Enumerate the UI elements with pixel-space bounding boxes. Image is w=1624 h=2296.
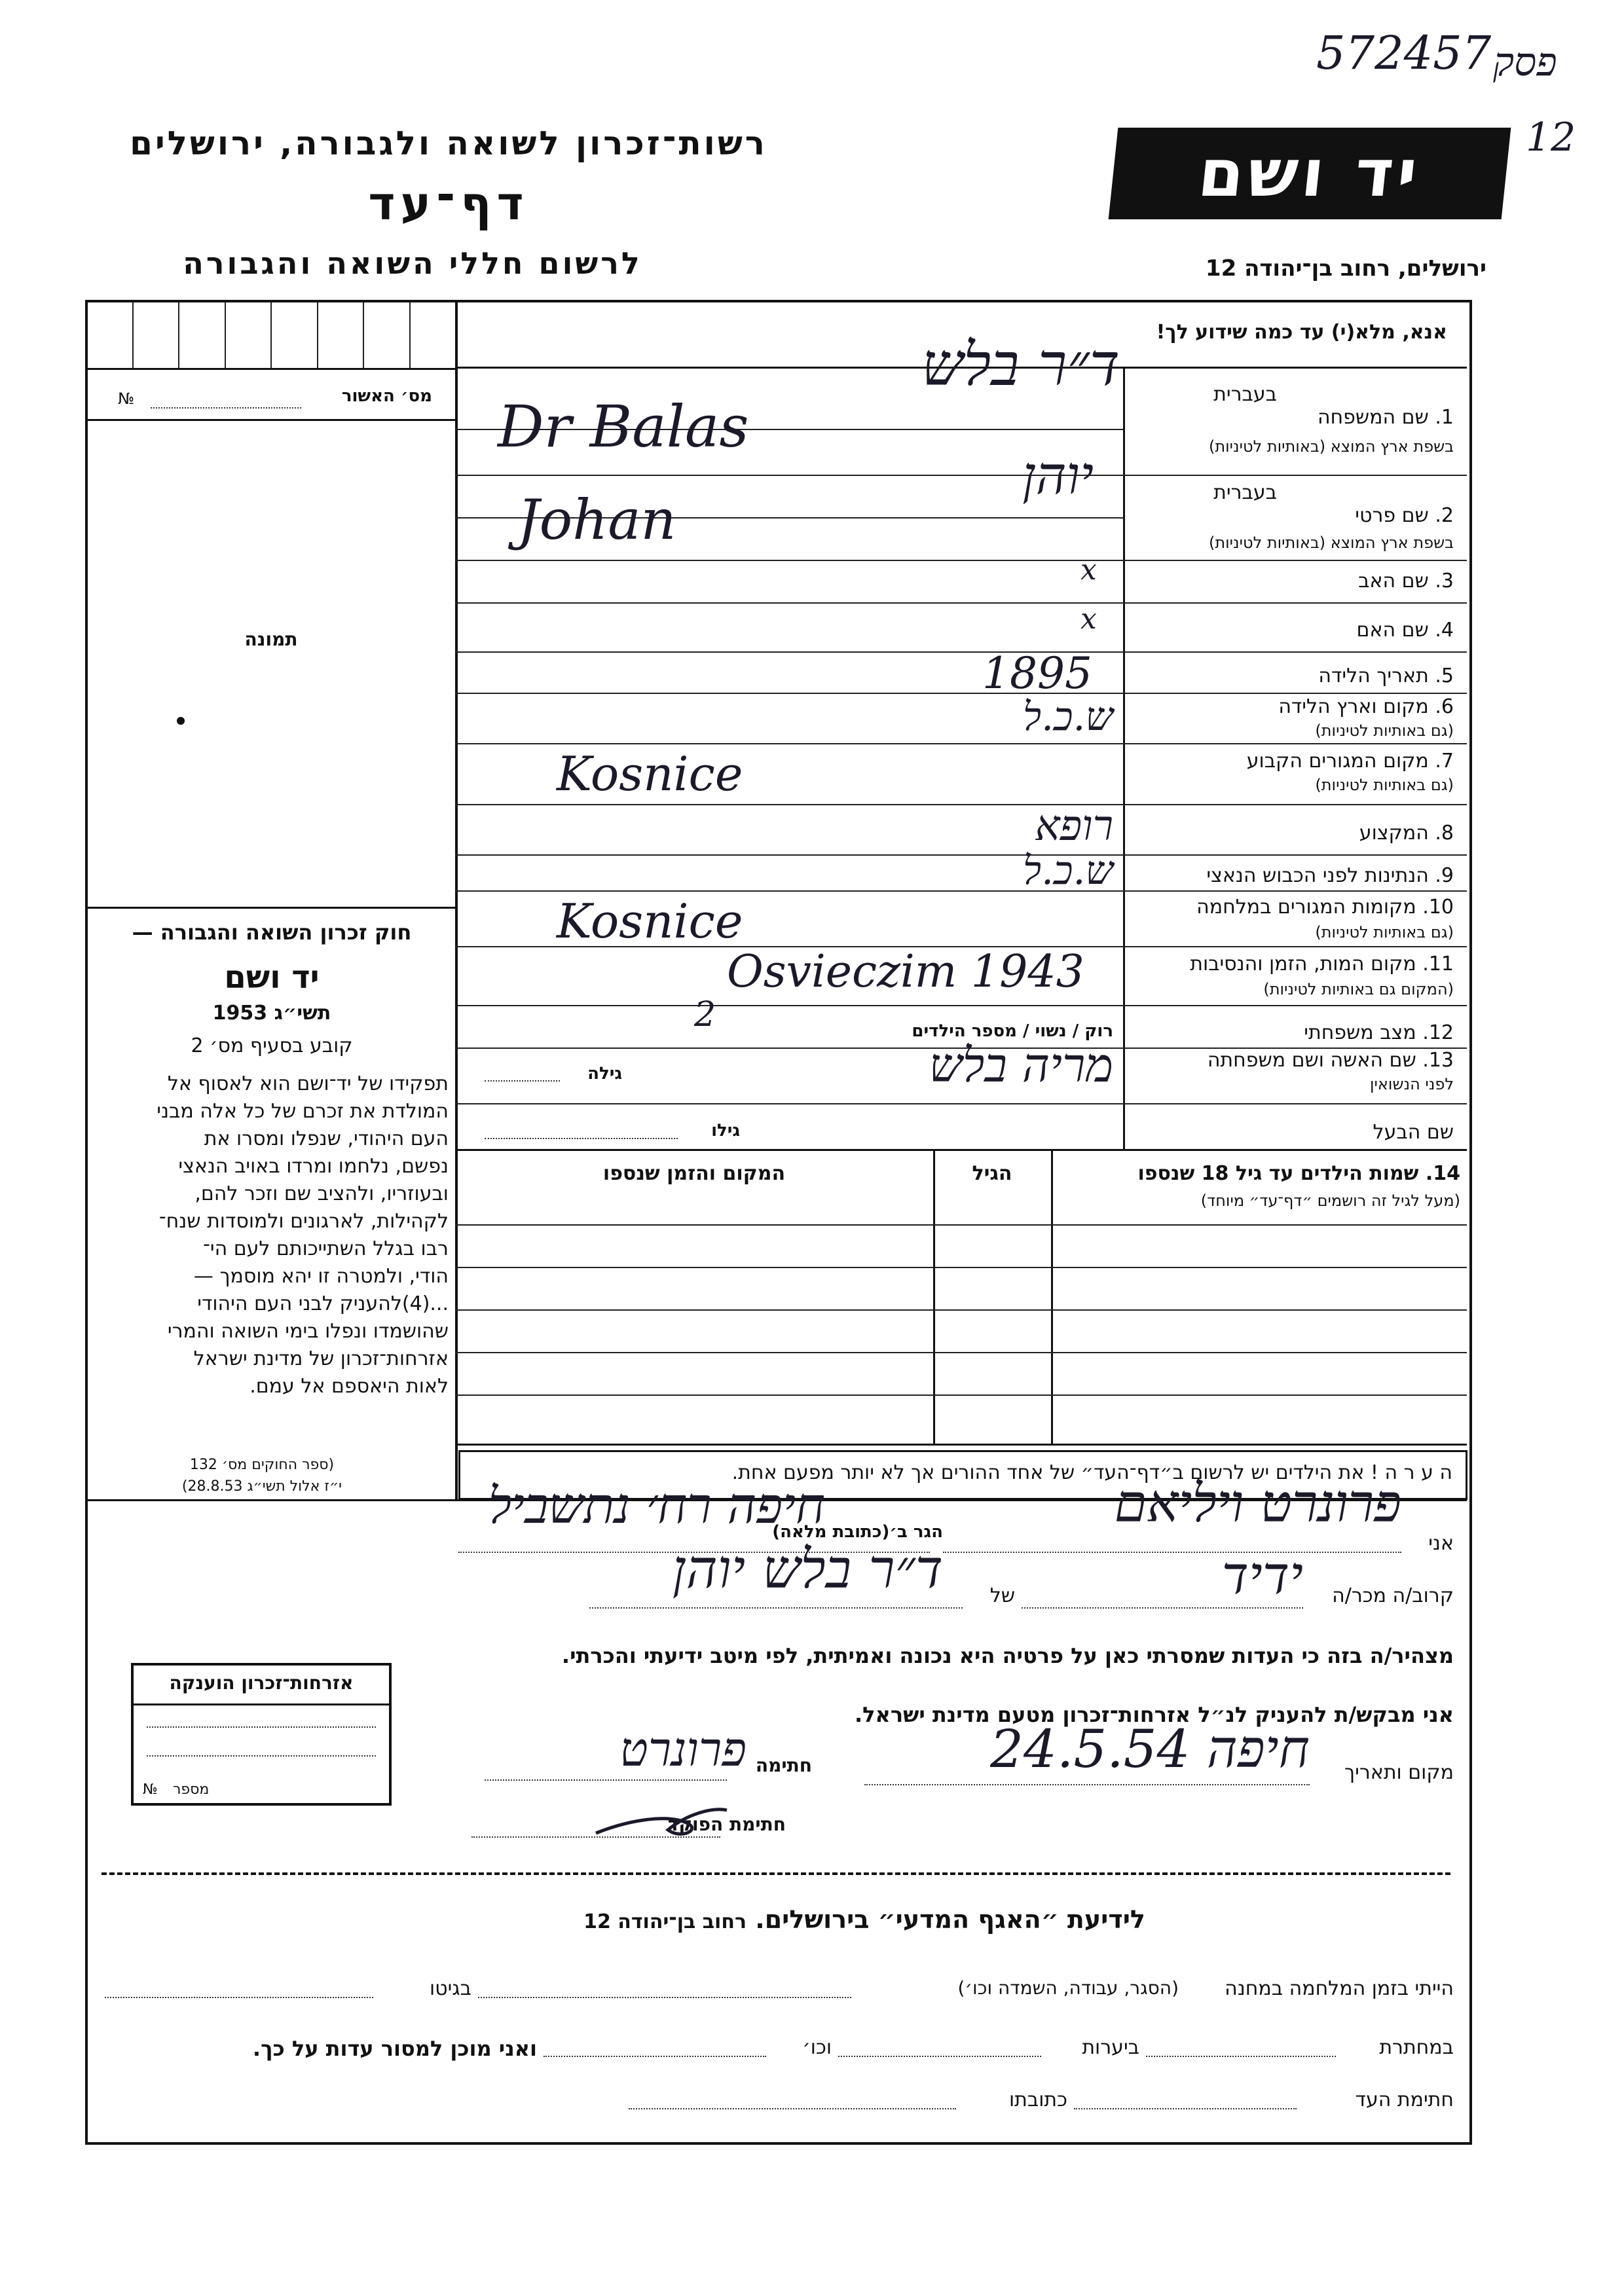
- field-2-sub: בשפת ארץ המוצא (באותיות לטיניות): [1209, 534, 1454, 552]
- field-9-label: [1126, 864, 1454, 887]
- witness-signature-field[interactable]: [1074, 2108, 1297, 2109]
- law-title: חוק זכרון השואה והגבורה —: [132, 920, 412, 945]
- field-7-sub: (גם באותיות לטיניות): [1315, 776, 1454, 794]
- field-number: 2.: [1435, 504, 1454, 527]
- forests-field[interactable]: [838, 2056, 1041, 2057]
- children-label: [1054, 1162, 1460, 1185]
- field-1-sub: בשפת ארץ המוצא (באותיות לטיניות): [1209, 437, 1454, 456]
- husband-label: שם הבעל: [1373, 1121, 1454, 1144]
- corner-mark: פסק: [1493, 39, 1557, 85]
- father-name-value[interactable]: x: [1080, 553, 1097, 587]
- field-number: 12.: [1422, 1021, 1454, 1044]
- officer-signature-scribble: [589, 1794, 733, 1846]
- field-2-tag: בעברית: [1213, 481, 1277, 504]
- declaration-text: מצהיר/ה בזה כי העדות שמסרתי כאן על פרטיה היא נכונה ואמיתית, לפי מיטב ידיעתי והכרתי.: [561, 1643, 1454, 1668]
- birthplace-value[interactable]: ש.כ.ל: [1022, 694, 1113, 740]
- field-11-label: [1126, 953, 1454, 975]
- declarant-address-value[interactable]: חיפה רח׳ נתשביל: [488, 1476, 825, 1535]
- field-4-label: [1126, 619, 1454, 642]
- signature-field[interactable]: [485, 1779, 727, 1781]
- field-number: 3.: [1435, 570, 1454, 592]
- request-text: אני מבקש/ת להעניק לנ״ל אזרחות־זכרון מטעם מדינת ישראל.: [855, 1702, 1454, 1727]
- field-number: 1.: [1435, 406, 1454, 429]
- relative-label: קרוב/ה מכר/ה: [1332, 1584, 1454, 1607]
- signature-label: חתימה: [755, 1755, 812, 1776]
- underground-label: במחתרת: [1379, 2036, 1454, 2059]
- approval-no-field[interactable]: [151, 392, 301, 409]
- law-line: לקהילות, לארגונים ולמוסדות שנח־: [158, 1210, 449, 1233]
- note-text: ה ע ר ה ! את הילדים יש לרשום ב״דף־העד״ של אחד ההורים אך לא יותר מפעם אחת.: [731, 1461, 1452, 1484]
- intro-text: אנא, מלא(י) עד כמה שידוע לך!: [1156, 321, 1447, 344]
- bottom-address: רחוב בן־יהודה 12: [583, 1910, 747, 1933]
- of-label: של: [989, 1584, 1015, 1607]
- given-name-latin-value[interactable]: Johan: [517, 488, 676, 552]
- field-1-tag: בעברית: [1213, 383, 1277, 406]
- law-line: המולדת את זכרם של כל אלה מבני: [157, 1100, 449, 1123]
- field-title: מקומות המגורים במלחמה: [1196, 896, 1416, 919]
- testimony-willing-text: ואני מוכן למסור עדות על כך.: [252, 2036, 537, 2061]
- field-1-label: [1126, 406, 1454, 429]
- citizenship-box: [131, 1663, 392, 1806]
- profession-value[interactable]: רופא: [1035, 802, 1113, 850]
- law-name: יד ושם: [224, 959, 320, 996]
- husband-age-field[interactable]: [485, 1138, 678, 1139]
- field-title: המקצוע: [1359, 822, 1429, 845]
- field-11-sub: (המקום גם באותיות לטיניות): [1263, 980, 1454, 998]
- logo-text: יד ושם: [1194, 135, 1425, 211]
- law-reference: (ספר החוקים מס׳ 132: [189, 1457, 335, 1473]
- law-line: הודי, ולמטרה זו יהא מוסמך —: [193, 1265, 449, 1288]
- declarant-i-label: אני: [1428, 1532, 1454, 1555]
- field-13-sub: לפני הנשואין: [1369, 1075, 1454, 1093]
- law-line: רבו בגלל השתייכותם לעם הי־: [203, 1237, 449, 1260]
- bottom-title: [498, 1905, 1231, 1934]
- forests-label: ביערות: [1082, 2036, 1139, 2059]
- field-8-label: [1126, 822, 1454, 845]
- children-sub: (מעל לגיל זה רושמים ״דף־עד״ מיוחד): [1200, 1192, 1460, 1210]
- bottom-title-text: לידיעת ״האגף המדעי״ בירושלים.: [755, 1905, 1145, 1934]
- field-10-sub: (גם באותיות לטיניות): [1315, 923, 1454, 941]
- ghetto-field[interactable]: [105, 1997, 373, 1998]
- surname-latin-value[interactable]: Dr Balas: [498, 393, 749, 460]
- law-line: ובעוזריו, ולהציב שם וזכר להם,: [194, 1182, 449, 1205]
- law-line: לאות היאספם אל עמם.: [249, 1375, 449, 1398]
- wife-age-label: גילה: [587, 1064, 622, 1084]
- place-date-field[interactable]: [864, 1784, 1310, 1785]
- field-title: מקום המות, הזמן והנסיבות: [1190, 953, 1416, 975]
- field-10-label: [1126, 896, 1454, 919]
- wartime-residence-value[interactable]: Kosnice: [557, 894, 743, 949]
- law-reference-date: י״ז אלול תשי״ג 28.8.53): [181, 1478, 342, 1495]
- field-title: מקום וארץ הלידה: [1278, 695, 1429, 718]
- witness-address-label: כתובתו: [1009, 2088, 1067, 2111]
- citizenship-sign: №: [143, 1781, 158, 1798]
- children-age-header: הגיל: [972, 1162, 1012, 1185]
- wife-age-field[interactable]: [485, 1080, 560, 1082]
- citizenship-box-title: אזרחות־זכרון הוענקה: [134, 1666, 389, 1705]
- field-number: 10.: [1422, 896, 1454, 919]
- field-number: 5.: [1435, 665, 1454, 687]
- form-title: דף־עד: [368, 177, 529, 230]
- field-12-label: [1126, 1021, 1454, 1044]
- approval-no-label: מס׳ האשור: [341, 386, 432, 406]
- etc-label: וכו׳: [802, 2036, 832, 2059]
- children-count-value[interactable]: 2: [694, 995, 716, 1034]
- field-title: מצב משפחתי: [1304, 1021, 1416, 1044]
- declarant-name-value[interactable]: פרונרט ויליאם: [1114, 1473, 1401, 1534]
- husband-age-label: גילו: [711, 1121, 740, 1140]
- deceased-name-value[interactable]: ד״ר בלש יוהן: [672, 1539, 943, 1601]
- field-6-label: [1126, 695, 1454, 718]
- field-5-label: [1126, 665, 1454, 687]
- law-line: תפקידו של יד־ושם הוא לאסוף אל: [167, 1072, 449, 1095]
- officer-signature-label: חתימת הפוקד: [667, 1813, 786, 1835]
- mother-name-value[interactable]: x: [1080, 602, 1097, 636]
- field-title: שם האשה ושם משפחתה: [1207, 1049, 1416, 1072]
- law-clause: קובע בסעיף מס׳ 2: [191, 1034, 353, 1057]
- witness-address-field[interactable]: [629, 2108, 956, 2109]
- underground-field[interactable]: [1146, 2056, 1336, 2057]
- field-title: מקום המגורים הקבוע: [1246, 750, 1429, 773]
- relation-value[interactable]: ידיד: [1221, 1545, 1303, 1606]
- surname-hebrew-value[interactable]: ד״ר בלש: [921, 331, 1120, 399]
- wife-name-value[interactable]: מריה בלש: [929, 1038, 1113, 1093]
- citizenship-line[interactable]: [147, 1754, 376, 1757]
- field-7-label: [1126, 750, 1454, 773]
- camp-field[interactable]: [478, 1997, 851, 1998]
- law-line: נפשם, נלחמו ומרדו באויב הנאצי: [178, 1155, 449, 1178]
- approval-no-sign: №: [118, 390, 134, 408]
- field-number: 8.: [1435, 822, 1454, 845]
- authority-name: רשות־זכרון לשואה ולגבורה, ירושלים: [130, 124, 767, 162]
- nationality-value[interactable]: ש.כ.ל: [1022, 848, 1113, 894]
- camp-label: הייתי בזמן המלחמה במחנה: [1225, 1977, 1454, 2000]
- field-3-label: [1126, 570, 1454, 592]
- photo-dot: [177, 717, 185, 725]
- law-year: תשי״ג 1953: [212, 1002, 331, 1025]
- law-text: [92, 1070, 449, 1400]
- field-number: 4.: [1435, 619, 1454, 642]
- field-title: שם האב: [1358, 570, 1429, 592]
- citizenship-number-label: מספר: [173, 1781, 210, 1798]
- corner-mark-number: 12: [1526, 115, 1576, 160]
- archive-number: 572457: [1316, 26, 1492, 80]
- residence-value[interactable]: Kosnice: [557, 746, 743, 801]
- ghetto-label: בגיטו: [429, 1977, 471, 2000]
- relation-field[interactable]: [1022, 1607, 1303, 1609]
- field-title: שמות הילדים עד גיל 18 שנספו: [1137, 1162, 1419, 1185]
- signature-value[interactable]: פרונרט: [619, 1722, 747, 1777]
- law-line: אזרחות־זכרון של מדינת ישראל: [193, 1347, 449, 1370]
- law-line: שהושמדו ונפלו בימי השואה והמרי: [167, 1320, 449, 1343]
- address-label: הגר ב׳(כתובת מלאה): [772, 1522, 943, 1542]
- law-line: העם היהודי, שנפלו ומסרו את: [204, 1127, 449, 1150]
- field-number: 7.: [1435, 750, 1454, 773]
- field-number: 9.: [1435, 864, 1454, 887]
- field-title: הנתינות לפני הכבוש הנאצי: [1206, 864, 1429, 887]
- header-address: ירושלים, רחוב בן־יהודה 12: [1205, 255, 1486, 282]
- form-subtitle: לרשום חללי השואה והגבורה: [183, 246, 642, 281]
- field-title: שם פרטי: [1355, 504, 1429, 527]
- field-title: שם האם: [1356, 619, 1429, 642]
- death-place-value[interactable]: Osvieczim 1943: [727, 946, 1084, 998]
- field-2-label: [1126, 504, 1454, 527]
- field-title: תאריך הלידה: [1318, 665, 1429, 687]
- place-date-value[interactable]: חיפה 24.5.54: [990, 1719, 1310, 1779]
- yad-vashem-logo: [1109, 128, 1511, 219]
- law-line: ...(4)להעניק לבני העם היהודי: [197, 1292, 449, 1315]
- deceased-name-field[interactable]: [589, 1607, 963, 1609]
- field-13-label: [1126, 1049, 1454, 1072]
- place-date-label: מקום ותאריך: [1344, 1761, 1454, 1784]
- field-title: שם המשפחה: [1317, 406, 1429, 429]
- field-number: 6.: [1435, 695, 1454, 718]
- field-number: 14.: [1425, 1162, 1460, 1185]
- camp-types: (הסגר, עבודה, השמדה וכו׳): [957, 1977, 1179, 1999]
- witness-signature-label: חתימת העד: [1355, 2088, 1454, 2111]
- etc-field[interactable]: [544, 2056, 766, 2057]
- birth-date-value[interactable]: 1895: [982, 648, 1092, 699]
- photo-label: תמונה: [244, 629, 298, 650]
- children-place-header: המקום והזמן שנספו: [602, 1162, 786, 1185]
- given-name-hebrew-value[interactable]: יוהן: [1022, 445, 1094, 506]
- approval-grid: [87, 302, 455, 370]
- field-number: 11.: [1422, 953, 1454, 975]
- citizenship-line[interactable]: [147, 1725, 376, 1728]
- field-6-sub: (גם באותיות לטיניות): [1315, 721, 1454, 740]
- field-number: 13.: [1422, 1049, 1454, 1072]
- marital-status-options[interactable]: רוק / נשוי / מספר הילדים: [912, 1021, 1113, 1041]
